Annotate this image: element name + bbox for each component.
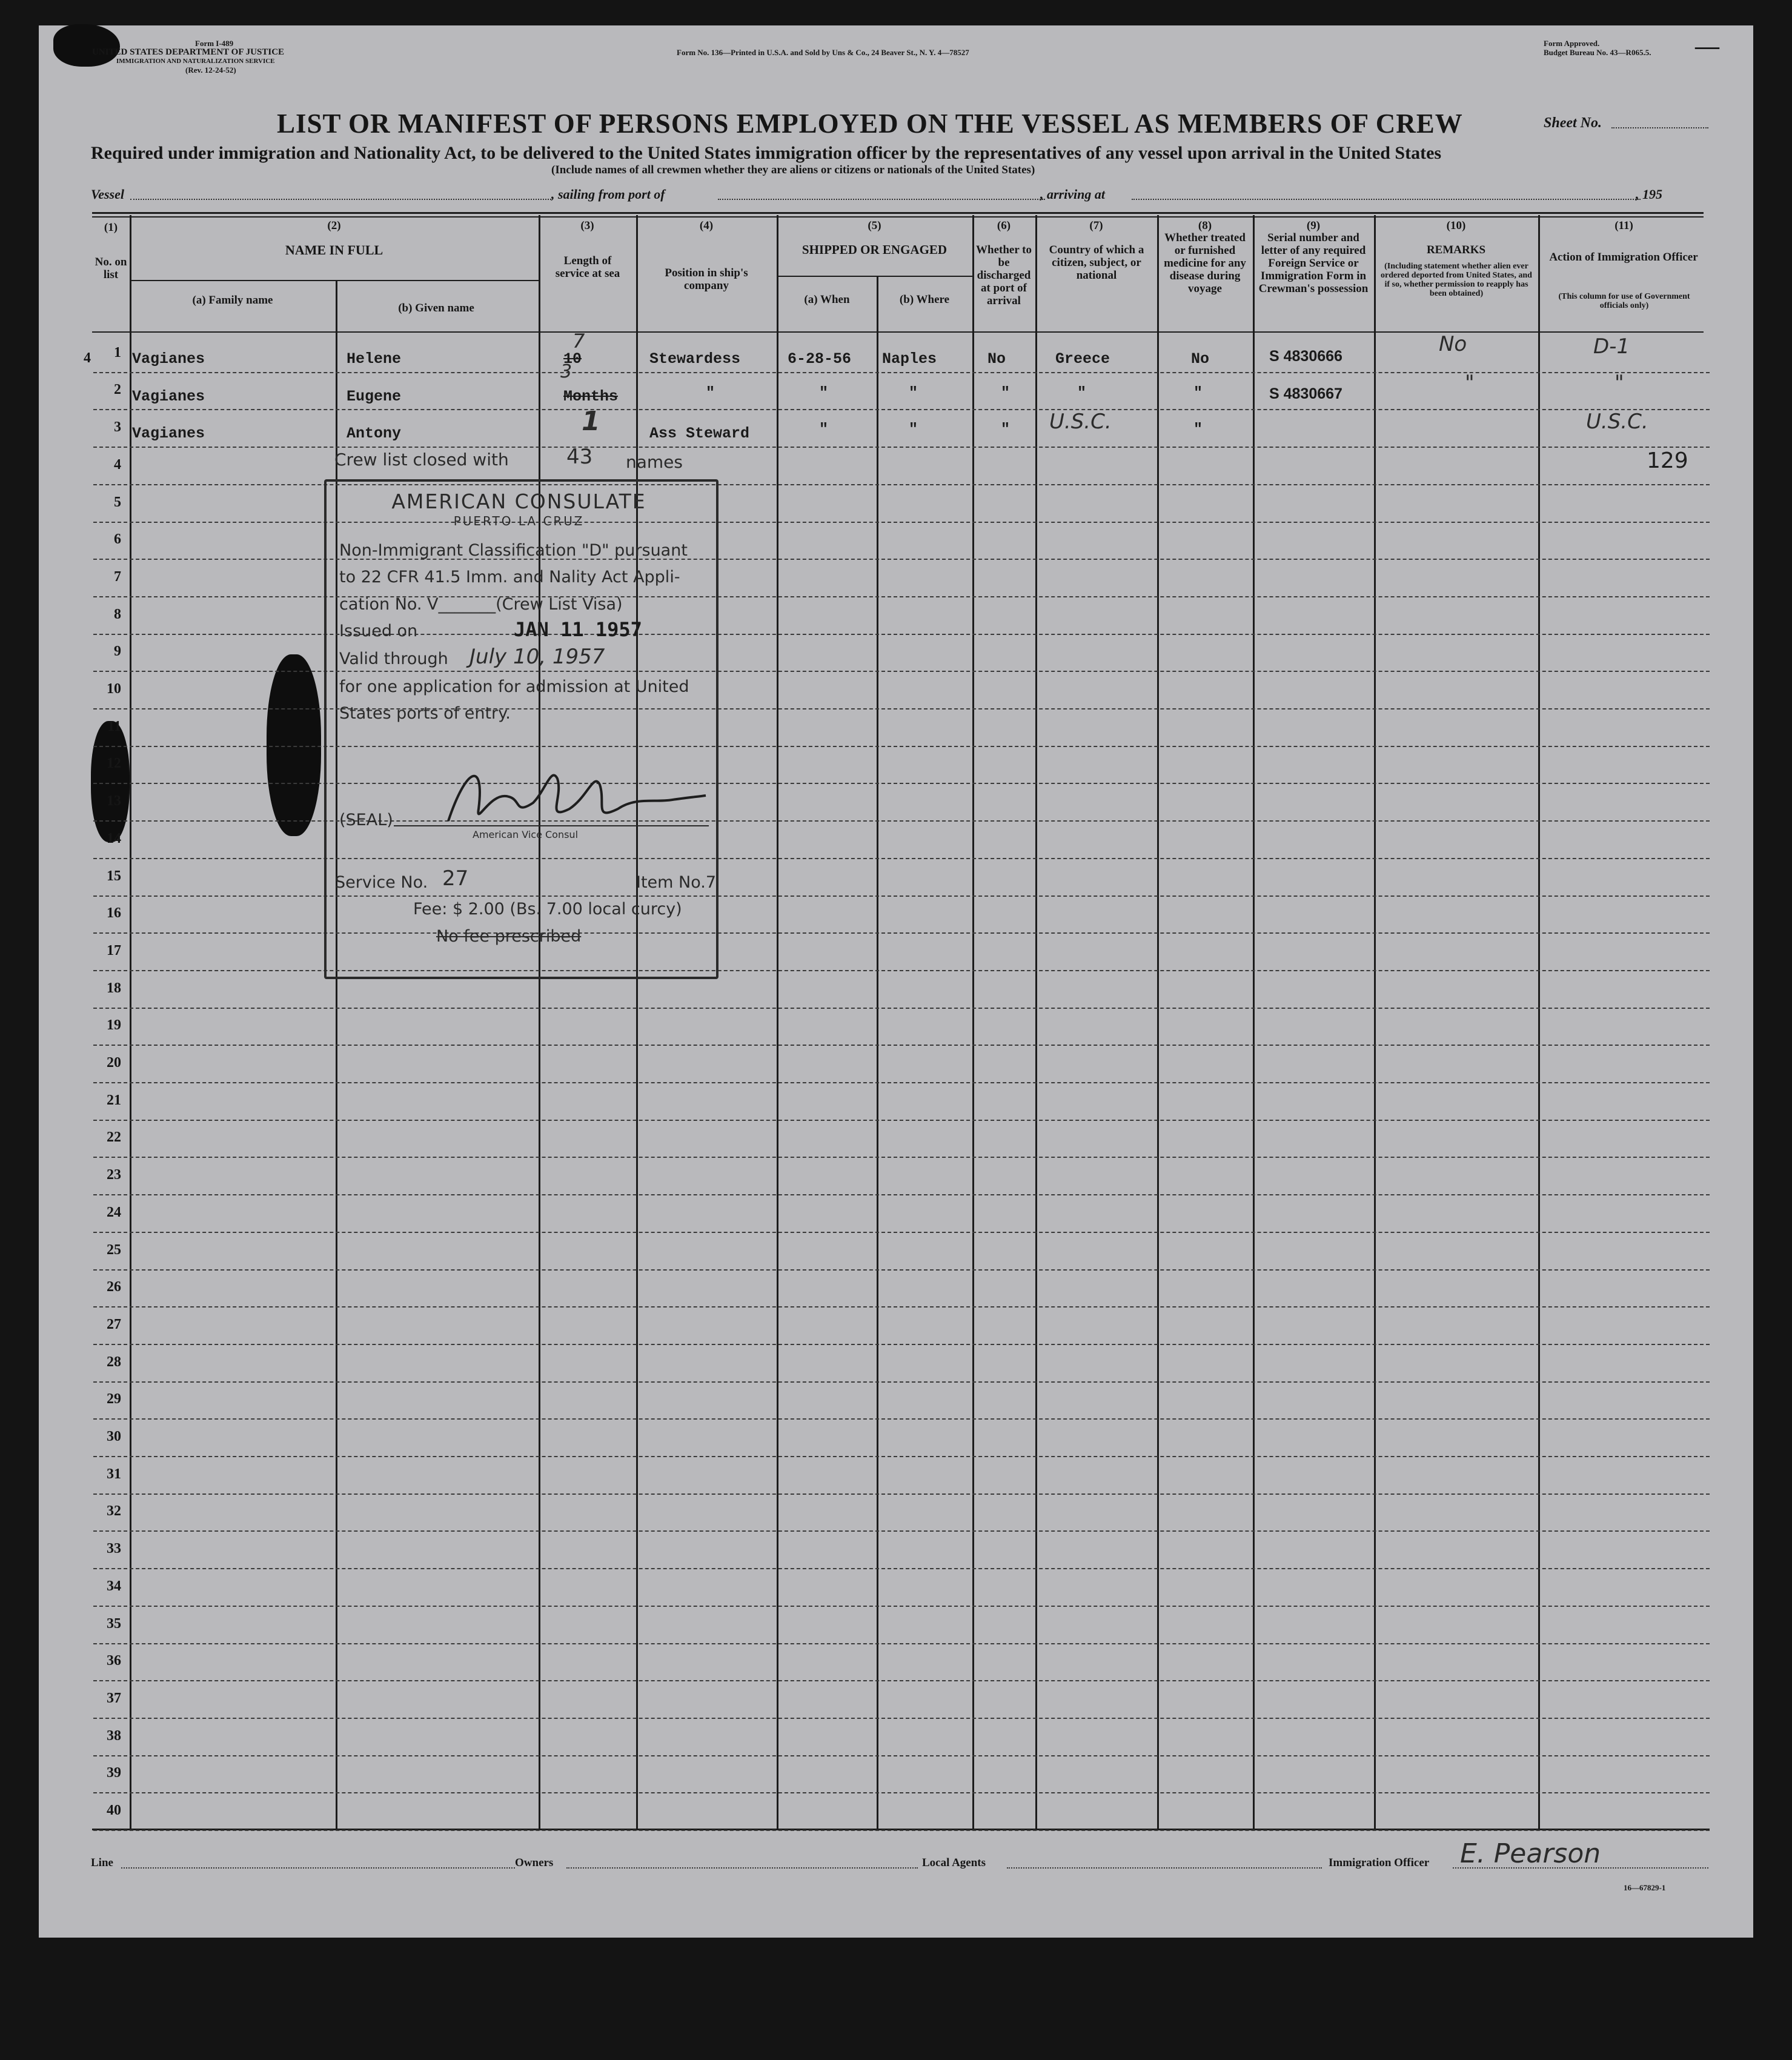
crew-closed-count: 43 [566,445,593,469]
vessel-field[interactable] [130,199,551,200]
col-divider-5 [972,215,974,1830]
row-rule [93,1568,1710,1569]
row-number: 14 [107,831,121,846]
col8-header: Whether treated or furnished medicine for any disease during voyage [1164,231,1246,295]
service-length: 7 [572,330,585,353]
stamp-no-fee: No fee prescribed [436,927,582,946]
row-number: 25 [107,1242,121,1258]
stamp-seal: (SEAL) [339,811,393,829]
row-number: 38 [107,1728,121,1744]
row-number: 23 [107,1167,121,1183]
row-number: 32 [107,1503,121,1519]
row-rule [93,1344,1710,1345]
row-number: 31 [107,1466,121,1482]
shipped-when: 6-28-56 [788,350,852,368]
row-rule [93,1306,1710,1307]
row-rule [93,1194,1710,1195]
col6-number: (6) [997,219,1011,232]
row-number: 39 [107,1765,121,1781]
col5-header: SHIPPED OR ENGAGED [801,242,947,257]
stamp-place: PUERTO LA CRUZ [453,514,585,528]
row-rule [93,1830,1710,1831]
stamp-line1: Non-Immigrant Classification "D" pursuant [339,541,688,560]
row-number: 5 [114,494,121,510]
stamp-service-label: Service No. [335,873,428,892]
action-count: 129 [1647,448,1688,473]
col4-number: (4) [699,219,714,232]
row-number: 37 [107,1690,121,1706]
shipped-when: " [819,420,829,438]
page-title: LIST OR MANIFEST OF PERSONS EMPLOYED ON THE VESSEL AS MEMBERS OF CREW [277,108,1463,139]
row-number: 9 [114,643,121,659]
discharged: " [1001,420,1010,438]
discharged: " [1001,384,1010,402]
service-name: IMMIGRATION AND NATURALIZATION SERVICE [116,58,275,65]
footer-officer-label: Immigration Officer [1329,1856,1430,1869]
country: U.S.C. [1049,410,1112,434]
remarks: No [1439,332,1467,356]
department: UNITED STATES DEPARTMENT OF JUSTICE [92,47,285,57]
shipped-where: Naples [882,350,937,368]
col-divider-5a [877,276,878,1830]
row-rule [93,1792,1710,1793]
row-number: 10 [107,681,121,697]
row-rule [93,1008,1710,1009]
col-divider-9 [1374,215,1376,1830]
stamp-line7: States ports of entry. [339,704,511,723]
sailing-label: , sailing from port of [551,187,665,202]
given-name: Antony [347,425,402,442]
row-number: 15 [107,868,121,884]
page-subtitle: Required under immigration and Nationality Act, to be delivered to the United States immigration officer by the representatives of any vessel upon arrival in the United States [91,143,1442,163]
col11-header: Action of Immigration Officer [1549,251,1698,264]
row-number: 33 [107,1541,121,1557]
include-note: (Include names of all crewmen whether they are aliens or citizens or nationals of the United States) [551,164,1035,176]
shipped-where: " [909,384,918,402]
row-rule [93,1456,1710,1457]
row-number: 20 [107,1055,121,1071]
row-rule [93,1494,1710,1495]
family-name: Vagianes [132,350,205,368]
col11-note: (This column for use of Government officials only) [1558,292,1690,310]
col2a-header: (a) Family name [192,294,273,307]
row-rule [93,1157,1710,1158]
consul-signature [442,754,709,833]
row-number: 8 [114,606,121,622]
row-number: 29 [107,1391,121,1407]
position: Stewardess [649,350,741,368]
col7-number: (7) [1089,219,1103,232]
col10-note: (Including statement whether alien ever ordered deported from United States, and if so, whether permission to reapply has been obtained) [1381,262,1532,298]
col5-number: (5) [868,219,881,232]
family-name: Vagianes [132,425,205,442]
sheet-no-label: Sheet No. [1544,115,1602,131]
row-number: 7 [114,569,121,585]
serial-number: S 4830667 [1269,385,1342,402]
corner-tick: — [1695,32,1719,59]
arriving-label: , arriving at [1040,187,1105,202]
country: Greece [1055,350,1110,368]
col1-header: No. on list [95,256,127,281]
row-rule [93,1045,1710,1046]
officer-action: D-1 [1593,334,1630,359]
budget-bureau: Budget Bureau No. 43—R065.5. [1544,48,1651,57]
service-length: 1 [582,406,600,437]
row-number: 36 [107,1653,121,1669]
col2-header: NAME IN FULL [285,242,383,258]
stamp-title: AMERICAN CONSULATE [391,490,646,513]
footer-line-label: Line [91,1856,113,1869]
row-number: 6 [114,531,121,547]
medicine: " [1193,384,1203,402]
row-rule [93,1606,1710,1607]
given-name: Helene [347,350,402,368]
row-number: 17 [107,943,121,959]
officer-action: U.S.C. [1586,410,1648,434]
row-number: 12 [107,756,121,771]
row-number: 2 [114,382,121,397]
col10-number: (10) [1446,219,1466,232]
given-name: Eugene [347,388,402,405]
remarks: " [1465,371,1475,395]
footer-line-field[interactable] [121,1867,515,1869]
arriving-field[interactable] [1132,199,1641,200]
row-number: 24 [107,1204,121,1220]
serial-number: S 4830666 [1269,348,1342,365]
col5b-header: (b) Where [899,293,950,306]
stamp-service-number: 27 [442,866,469,891]
footer-agents-field[interactable] [1007,1867,1322,1869]
stamp-issued-label: Issued on [339,622,418,640]
row-number: 22 [107,1129,121,1145]
row-number: 4 [114,457,121,473]
col10-header: REMARKS [1426,244,1486,256]
footer-owners-field[interactable] [566,1867,918,1869]
col3-number: (3) [580,219,594,232]
row-rule [93,409,1710,410]
stamp-fee: Fee: $ 2.00 (Bs. 7.00 local curcy) [413,900,682,919]
col-divider-10 [1538,215,1540,1830]
stamp-line6: for one application for admission at United [339,677,689,696]
col6-header: Whether to be discharged at port of arrival [976,244,1032,307]
sheet-no-field[interactable] [1611,127,1708,128]
officer-signature: E. Pearson [1460,1838,1601,1869]
row-number: 19 [107,1017,121,1033]
row-rule [93,447,1710,448]
row-number: 28 [107,1354,121,1370]
row-number: 21 [107,1092,121,1108]
col-divider-4 [777,215,778,1830]
footer-code: 16—67829-1 [1624,1883,1666,1892]
form-approved: Form Approved. [1544,39,1600,48]
table-top-border [92,212,1704,214]
officer-action: " [1614,371,1624,395]
form-number: Form I-489 [195,39,234,48]
col-divider-7 [1157,215,1159,1830]
consul-title: American Vice Consul [473,829,579,840]
row-rule [93,1418,1710,1420]
row-number: 30 [107,1429,121,1444]
printer-line: Form No. 136—Printed in U.S.A. and Sold by Uns & Co., 24 Beaver St., N. Y. 4—78527 [677,48,969,57]
medicine: " [1193,420,1203,438]
revision: (Rev. 12-24-52) [185,65,236,75]
footer-owners-label: Owners [515,1856,554,1869]
row-number: 40 [107,1802,121,1818]
name-subheader-line [131,280,539,281]
margin-count: 4 [84,350,91,366]
row-rule [93,1381,1710,1383]
row-number: 27 [107,1317,121,1332]
col7-header: Country of which a citizen, subject, or national [1049,244,1144,282]
country: " [1077,384,1087,402]
stamp-valid-label: Valid through [339,650,448,668]
discharged: No [987,350,1006,368]
ink-blot-center [267,654,321,836]
year-label: , 195 [1636,187,1662,202]
shipped-when: " [819,384,829,402]
col11-number: (11) [1614,219,1633,232]
col8-number: (8) [1198,219,1212,232]
torn-corner [53,24,120,67]
col4-header: Position in ship's company [665,267,748,292]
service-length: 3 [560,361,572,382]
position: Ass Steward [649,425,750,442]
row-number: 34 [107,1578,121,1594]
position: " [706,384,715,402]
row-rule [93,1718,1710,1719]
row-rule [93,1082,1710,1083]
stamp-valid-date: July 10, 1957 [470,645,605,669]
row-rule [93,1755,1710,1756]
stamp-item: Item No.7 [636,873,717,892]
service-length-struck: 10 [563,350,582,368]
row-number: 13 [107,793,121,809]
col-divider-6 [1035,215,1037,1830]
service-length-struck: Months [563,388,619,405]
col-divider-2 [539,215,540,1830]
crew-closed-prefix: Crew list closed with [334,450,509,470]
row-rule [93,1530,1710,1532]
row-number: 18 [107,980,121,996]
stamp-line2: to 22 CFR 41.5 Imm. and Nality Act Appli- [339,568,680,586]
row-rule [93,1269,1710,1271]
medicine: No [1191,350,1210,368]
row-rule [93,1120,1710,1121]
row-number: 16 [107,905,121,921]
shipped-subheader-line [778,276,972,277]
footer-agents-label: Local Agents [922,1856,986,1869]
row-rule [93,1680,1710,1681]
row-number: 11 [107,719,121,734]
table-top-border-2 [92,216,1704,218]
row-number: 26 [107,1279,121,1295]
row-number: 1 [114,345,121,360]
manifest-sheet [39,25,1753,1938]
stamp-issued-date: JAN 11 1957 [514,618,642,641]
family-name: Vagianes [132,388,205,405]
col9-number: (9) [1306,219,1321,232]
row-rule [93,1232,1710,1233]
shipped-where: " [909,420,918,438]
crew-closed-suffix: names [626,452,683,472]
col3-header: Length of service at sea [555,254,620,280]
row-number: 3 [114,419,121,435]
col-divider-1 [130,215,131,1830]
col9-header: Serial number and letter of any required Foreign Service or Immigration Form in Crewman's possession [1258,231,1369,295]
col2b-header: (b) Given name [398,302,474,314]
row-rule [93,1643,1710,1644]
col1-number: (1) [104,221,118,234]
col5a-header: (a) When [804,293,850,306]
sailing-field[interactable] [718,199,1045,200]
col2-number: (2) [327,219,341,232]
vessel-label: Vessel [91,187,124,202]
ink-blot-left [91,721,130,842]
row-number: 35 [107,1616,121,1632]
col-divider-8 [1253,215,1255,1830]
stamp-line3: cation No. V_______(Crew List Visa) [339,595,623,614]
